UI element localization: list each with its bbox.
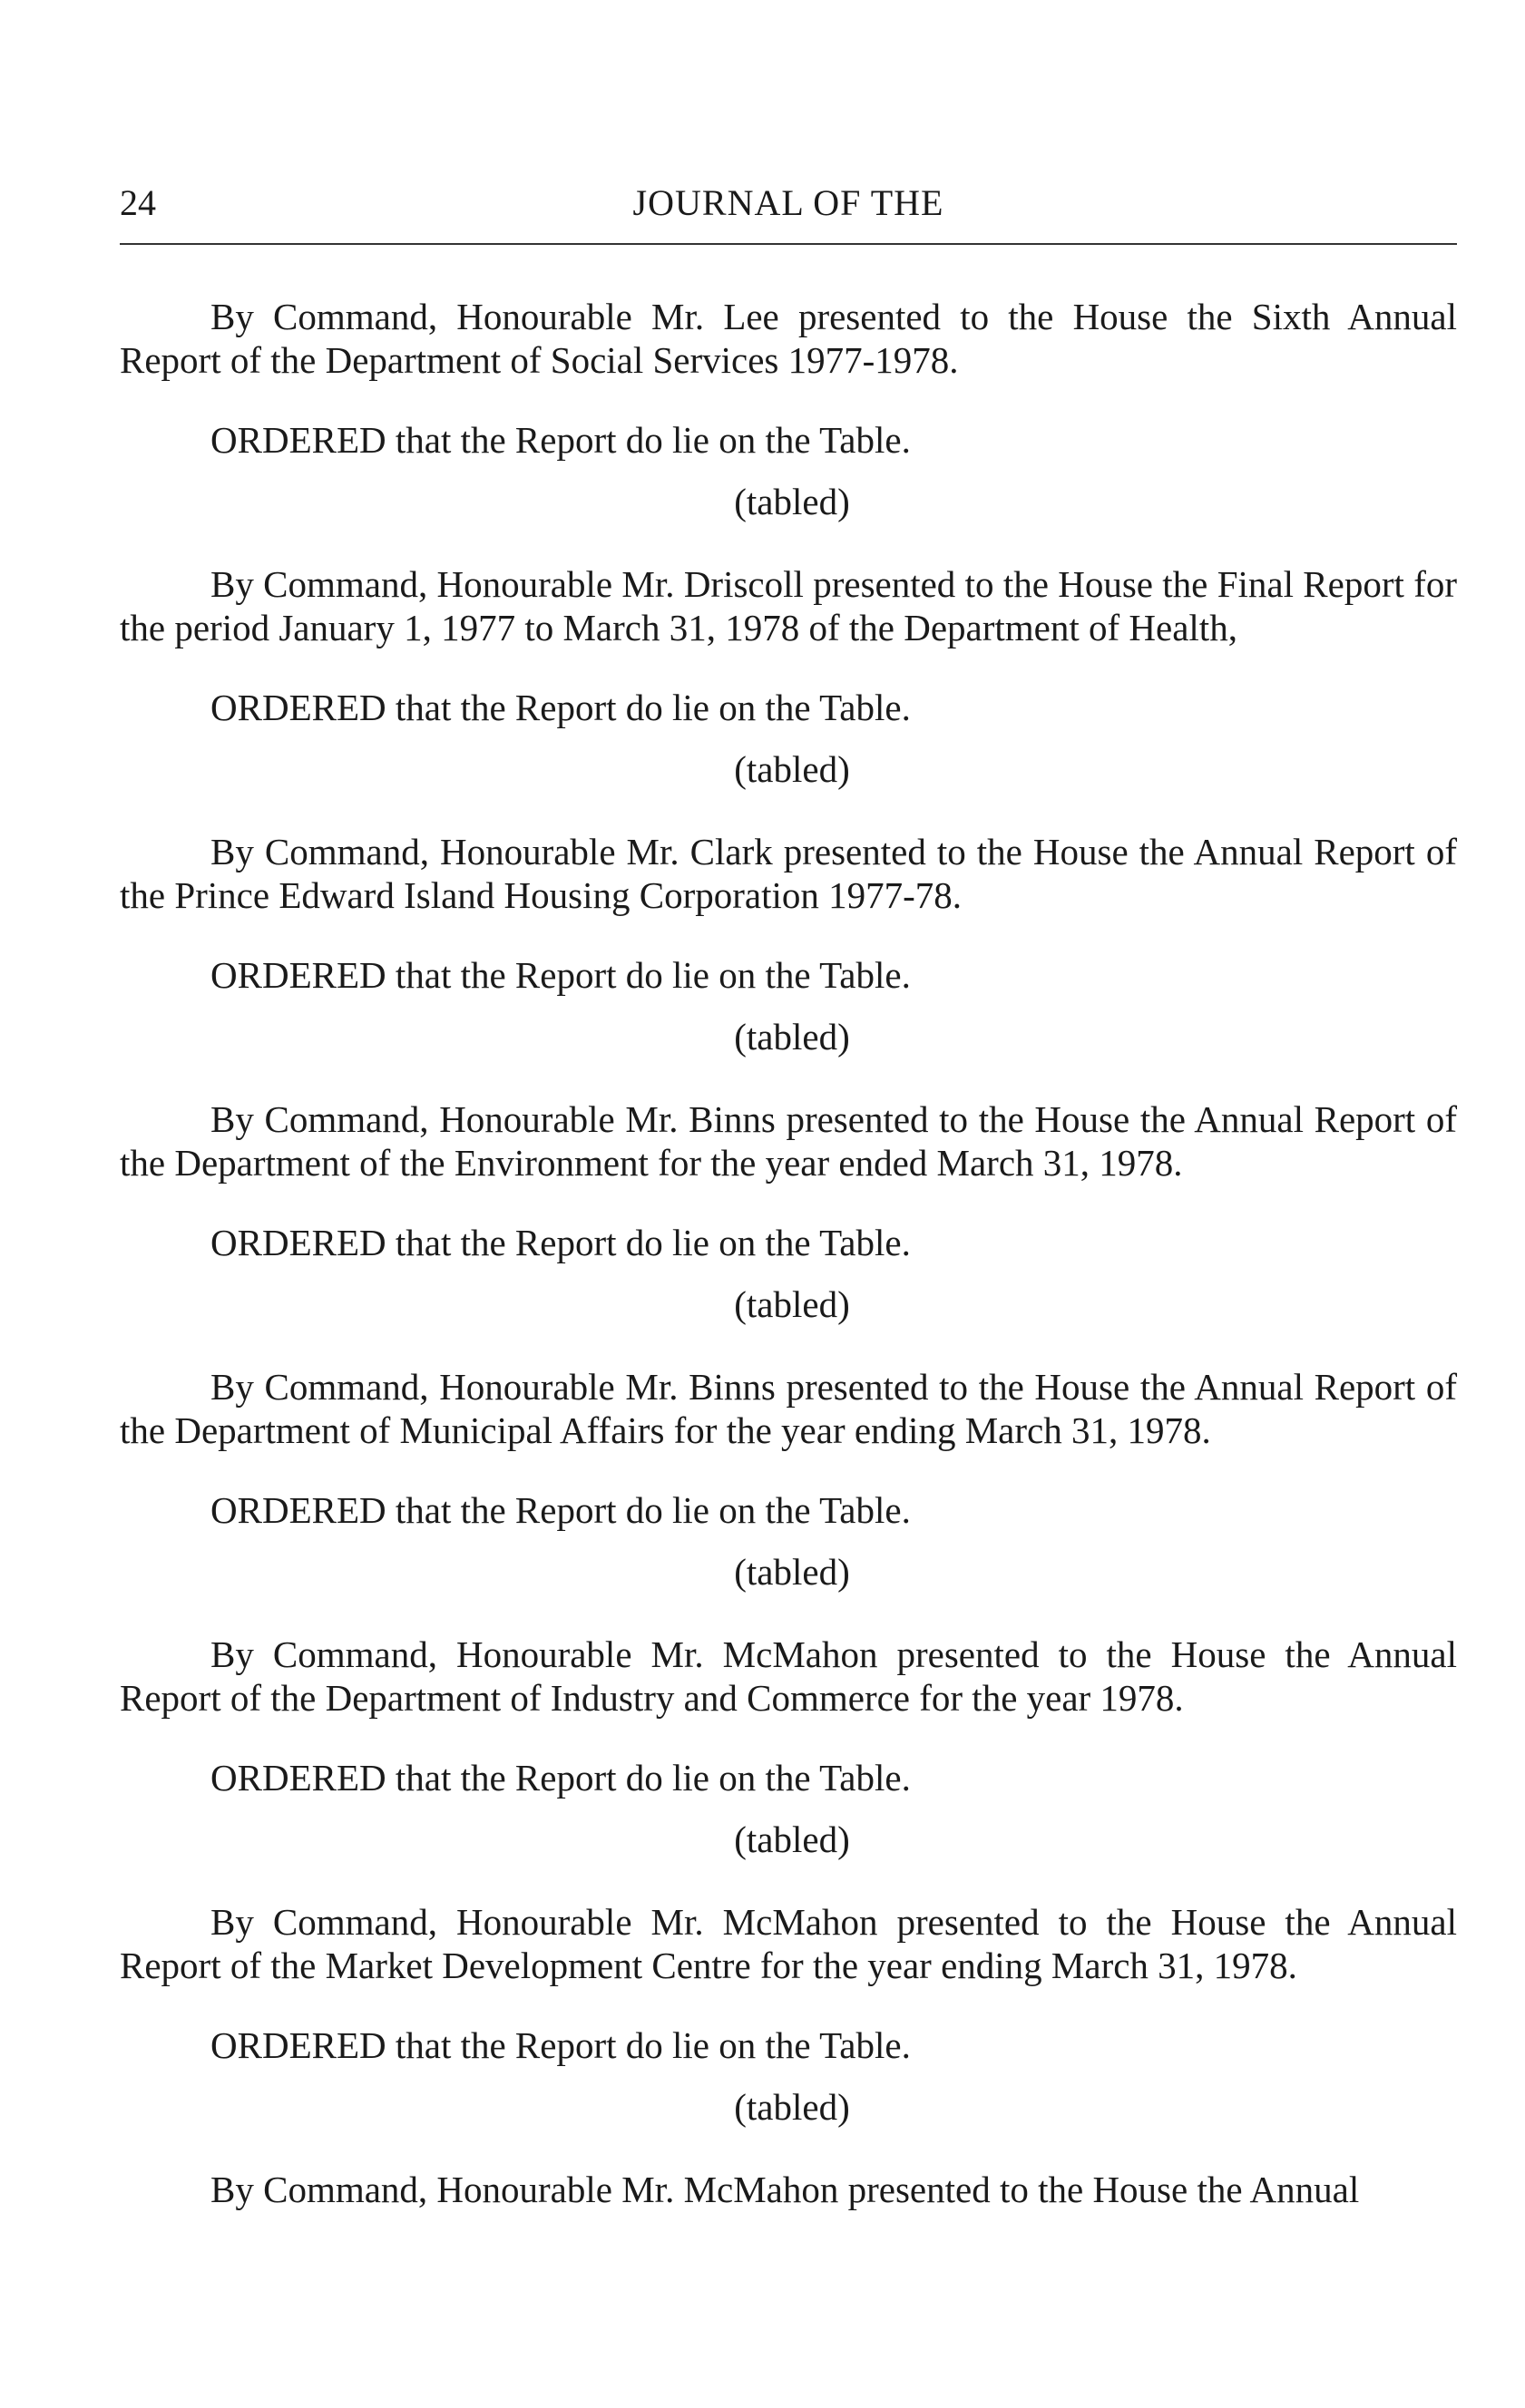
journal-entry: [120, 562, 1457, 791]
entry-ordered: ORDERED that the Report do lie on the Table.: [210, 419, 911, 461]
page-header: [120, 178, 1457, 229]
entry-text: By Command, Honourable Mr. Binns presented to the House the Annual Report of the Department of Municipal Affairs for the year ending March 31, 1978.: [120, 1366, 1457, 1451]
entry-ordered: ORDERED that the Report do lie on the Table.: [210, 2024, 911, 2066]
journal-entry: [120, 1097, 1457, 1326]
entry-tabled: (tabled): [734, 748, 850, 790]
header-rule: [120, 243, 1457, 245]
entry-tabled: (tabled): [734, 481, 850, 522]
entry-text: By Command, Honourable Mr. McMahon presented to the House the Annual: [210, 2169, 1360, 2210]
journal-entry: [120, 2168, 1457, 2211]
entry-tabled: (tabled): [734, 1551, 850, 1593]
entry-text: By Command, Honourable Mr. Binns presented to the House the Annual Report of the Department of the Environment for the year ended March 31, 1978.: [120, 1098, 1457, 1184]
entry-text: By Command, Honourable Mr. McMahon presented to the House the Annual Report of the Market Development Centre for the year ending March 31, 1978.: [120, 1901, 1457, 1986]
entry-text: By Command, Honourable Mr. Driscoll presented to the House the Final Report for the period January 1, 1977 to March 31, 1978 of the Department of Health,: [120, 563, 1457, 648]
journal-entry: [120, 830, 1457, 1058]
journal-entry: [120, 1365, 1457, 1594]
running-head: JOURNAL OF THE: [632, 182, 944, 223]
entry-tabled: (tabled): [734, 1016, 850, 1058]
entry-tabled: (tabled): [734, 1818, 850, 1860]
journal-entry: [120, 295, 1457, 523]
entry-ordered: ORDERED that the Report do lie on the Table.: [210, 687, 911, 728]
entry-ordered: ORDERED that the Report do lie on the Table.: [210, 1222, 911, 1263]
entry-text: By Command, Honourable Mr. Lee presented to the House the Sixth Annual Report of the Department of Social Services 1977-1978.: [120, 296, 1457, 381]
entry-ordered: ORDERED that the Report do lie on the Table.: [210, 1489, 911, 1531]
entry-ordered: ORDERED that the Report do lie on the Table.: [210, 1757, 911, 1799]
entry-tabled: (tabled): [734, 2086, 850, 2128]
journal-entry: [120, 1900, 1457, 2129]
entry-text: By Command, Honourable Mr. Clark presented to the House the Annual Report of the Prince Edward Island Housing Corporation 1977-78.: [120, 831, 1457, 916]
journal-entry: [120, 1633, 1457, 1861]
page-number: 24: [120, 182, 156, 223]
entry-tabled: (tabled): [734, 1283, 850, 1325]
entry-text: By Command, Honourable Mr. McMahon presented to the House the Annual Report of the Department of Industry and Commerce for the year 1978.: [120, 1633, 1457, 1719]
entry-ordered: ORDERED that the Report do lie on the Table.: [210, 954, 911, 996]
